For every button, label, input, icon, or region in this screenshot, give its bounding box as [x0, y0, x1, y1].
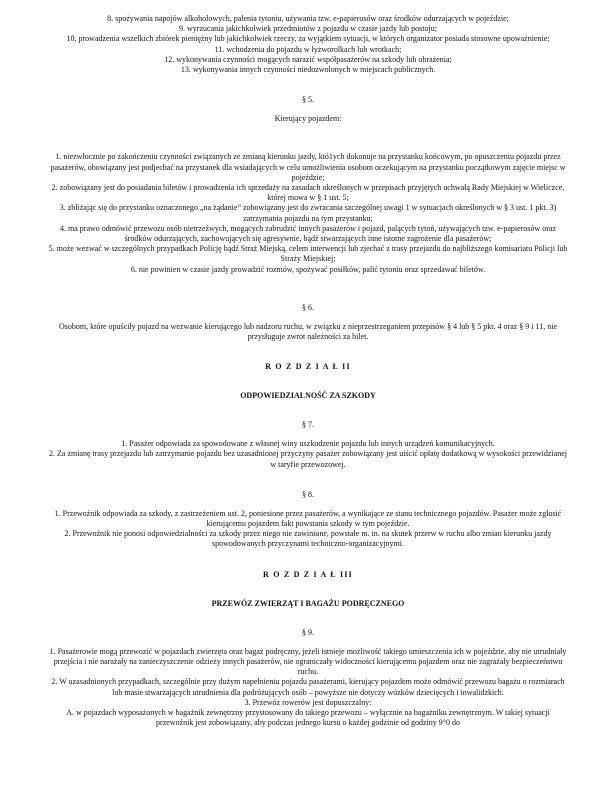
list-item: 2. Przewoźnik nie ponosi odpowiedzialności za szkody przez niego nie zawinione, powstałe m. in. na skutek przerw w ruchu albo zmian kierunku jazdy spowodowanych przyczynami techniczno-organizacyjnymi.: [64, 529, 552, 549]
list-item: 11. wchodzenia do pojazdu w łyżworolkach lub wrotkach;: [214, 44, 402, 54]
section-9-list: [48, 647, 568, 729]
chapter-title: ODPOWIEDZIALNOŚĆ ZA SZKODY: [240, 391, 376, 401]
list-item: 9. wyrzucania jakichkolwiek przedmiotów z pojazdu w czasie jazdy lub postoju;: [179, 24, 437, 34]
section-5-list: [48, 152, 568, 274]
chapter-title: PRZEWÓZ ZWIERZĄT I BAGAŻU PODRĘCZNEGO: [211, 598, 405, 608]
list-item: 2. Za zmianę trasy przejazdu lub zatrzymanie pojazdu bez uzasadnionej przyczyny pasażer zobowiązany jest uiścić opłatę dodatkową w wysokości przewidzianej w taryfie przewozowej.: [48, 449, 567, 469]
section-8-list: [48, 509, 568, 550]
list-item: 12. wykonywania czynności mogących narazić współpasażerów na szkody lub obrażenia;: [164, 54, 452, 64]
list-item: 4. ma prawo odmówić przewozu osób nietrzeźwych, mogących zabrudzić innych pasażerów i pojazd, palących tytoń, używających tzw. e-papierosów oraz środków odurzających, zachowujących się agresywnie, bądź stwarzających inne istotne zagrożenie dla pasażerów;: [60, 223, 556, 244]
chapter-label: R O Z D Z I A Ł II: [265, 362, 351, 372]
section-heading-9: § 9.: [302, 627, 314, 637]
list-item: 6. nie powinien w czasie jazdy prowadzić rozmów, spożywać posiłków, palić tytoniu oraz sprzedawać biletów.: [130, 264, 486, 274]
list-item: A. w pojazdach wyposażonych w bagażnik zewnętrzny przystosowany do takiego przewozu – wyłącznie na bagażniku zewnętrznym. W takiej sytuacji przewoźnik jest zobowiązany, aby podczas jednego kursu o każdej godzinie od godziny 9°0 do: [66, 707, 550, 728]
list-item: 10. prowadzenia wszelkich zbiórek pieniężny lub jakichkolwiek rzeczy, za wyjątkiem sytuacji, w których organizator posiada stosowne upoważnienie;: [66, 34, 550, 44]
prohibitions-list: [48, 14, 568, 75]
list-item: 1. niezwłocznie po zakończeniu czynności związanych ze zmianą kierunku jazdy, któ1ych dokonuje na przystanku końcowym, po opuszczeniu pojazdu przez pasażerów, obowiązany jest podjechać na przystanek dla wsiadających w celu umożliwienia osobom oczekującym na przystanku początkowym zajęcie miejsc w pojeździe;: [50, 152, 566, 182]
list-item: 1. Pasażerowie mogą przewozić w pojazdach zwierzęta oraz bagaż podręczny, jeżeli istnieje możliwość takiego umieszczenia ich w pojeździe, aby nie utrudniały przejścia i nie narażały na zanieczyszczenie odzieży innych pasażerów, nie ograniczały widoczności kierującemu pojazdem oraz nie zagrażały bezpieczeństwu ruchu.: [49, 646, 567, 677]
list-item: 2. zobowiązany jest do posiadania biletów i prowadzenia ich sprzedaży na zasadach określonych w przepisach przyjętych uchwałą Rady Miejskiej w Wieliczce, której mowa w § 1 ust. 5;: [51, 183, 565, 203]
list-item: 1. Przewoźnik odpowiada za szkody, z zastrzeżeniem ust. 2, poniesione przez pasażerów, a wynikające ze stanu technicznego pojazdów. Pasażer może zgłosić kierującemu pojazdem fakt powstania szkody w tym pojeździe.: [54, 508, 562, 529]
section-7-list: [48, 439, 568, 470]
list-item: 3. Przewóz rowerów jest dopuszczalny:: [244, 697, 372, 707]
list-item: 8. spożywania napojów alkoholowych, palenia tytoniu, używania tzw. e-papierosów oraz środków odurzających w pojeździe;: [107, 14, 509, 23]
list-item: 2. W uzasadnionych przypadkach, szczególnie przy dużym napełnieniu pojazdu pasażerami, kierujący pojazdem może odmówić przewozu bagażu o rozmiarach lub masie stwarzających utrudnienia dla podróżujących osób – powyższe nie dotyczy wózków dziecięcych i inwalidzkich.: [51, 677, 565, 697]
section-paragraph: Osobom, które opuściły pojazd na wezwanie kierującego lub nadzoru ruchu, w związku z nieprzestrzeganiem przepisów § 4 lub § 5 pkt. 4 oraz § 9 i 11, nie przysługuje zwrot należności za bilet.: [59, 321, 557, 342]
list-item: 3. zbliżając się do przystanku oznaczonego „na żądanie” zobowiązany jest do zwracania szczególnej uwagi 1 w sytuacjach określonych w § 3 ust. 1 pkt. 3) zatrzymania pojazdu na tym przystanku;: [59, 203, 557, 223]
list-item: 13. wykonywania innych czynności niedozwolonych w miejscach publicznych.: [180, 65, 436, 75]
list-item: 5. może wezwać w szczególnych przypadkach Policję bądź Straż Miejską, celem interwencji lub zjechać z trasy przejazdu do najbliższego komisariatu Policji lub Straży Miejskiej;: [48, 244, 568, 264]
chapter-label: R O Z D Z I A Ł III: [263, 569, 353, 579]
list-item: 1. Pasażer odpowiada za spowodowane z własnej winy uszkodzenie pojazdu lub innych urządzeń komunikacyjnych.: [121, 439, 495, 449]
section-heading-7: § 7.: [302, 420, 314, 430]
section-heading-6: § 6.: [302, 302, 314, 312]
section-intro: Kierujący pojazdem:: [274, 114, 342, 124]
document-page: [48, 14, 568, 728]
section-heading-5: § 5.: [302, 95, 314, 105]
section-heading-8: § 8.: [302, 489, 314, 499]
